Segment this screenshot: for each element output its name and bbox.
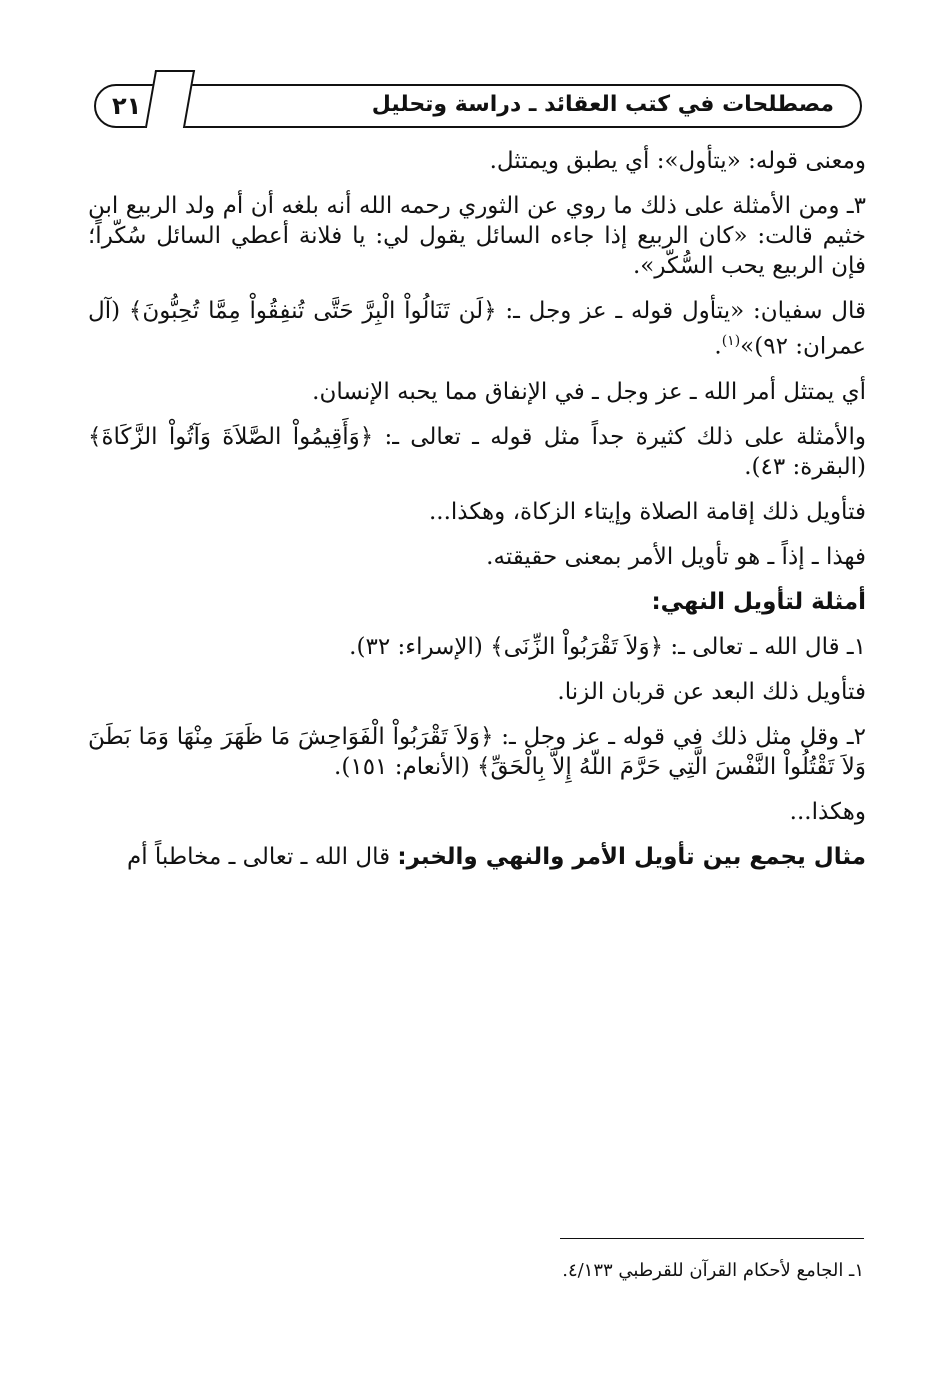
paragraph-with-footnote-ref: [88, 296, 866, 362]
inline-heading: مثال يجمع بين تأويل الأمر والنهي والخبر:: [397, 843, 866, 870]
paragraph: أي يمتثل أمر الله ـ عز وجل ـ في الإنفاق مما يحبه الإنسان.: [312, 378, 866, 405]
paragraph: ٢ـ وقل مثل ذلك في قوله ـ عز وجل ـ: ﴿وَلاَ تَقْرَبُواْ الْفَوَاحِشَ مَا ظَهَرَ مِنْهَا وَمَا بَطَنَ وَلاَ تَقْتُلُواْ النَّفْسَ الَّتِي حَرَّمَ اللّهُ إِلاَّ بِالْحَقِّ﴾ (الأنعام: ١٥١).: [88, 723, 866, 780]
running-header: [94, 84, 862, 128]
paragraph-text: قال سفيان: «يتأول قوله ـ عز وجل ـ: ﴿لَن تَنَالُواْ الْبِرَّ حَتَّى تُنفِقُواْ مِمَّا تُحِبُّونَ﴾ (آل عمران: ٩٢)»: [88, 298, 866, 360]
paragraph: فتأويل ذلك البعد عن قربان الزنا.: [557, 678, 866, 705]
paragraph-end: .: [714, 333, 722, 360]
paragraph: والأمثلة على ذلك كثيرة جداً مثل قوله ـ تعالى ـ: ﴿وَأَقِيمُواْ الصَّلاَةَ وَآتُواْ الزَّكَاةَ﴾ (البقرة: ٤٣).: [88, 423, 866, 480]
page-body: [88, 146, 866, 887]
paragraph: ومعنى قوله: «يتأول»: أي يطبق ويمتثل.: [489, 148, 866, 174]
paragraph: ٣ـ ومن الأمثلة على ذلك ما روي عن الثوري رحمه الله أنه بلغه أن أم ولد الربيع ابن خثيم قالت: «كان الربيع إذا جاءه السائل يقول لي: يا فلانة أعطي السائل سُكّراً؛ فإن الربيع يحب السُّكّر».: [88, 193, 866, 279]
section-heading: أمثلة لتأويل النهي:: [651, 588, 866, 615]
paragraph-text: قال الله ـ تعالى ـ مخاطباً أم: [126, 843, 391, 870]
book-title: مصطلحات في كتب العقائد ـ دراسة وتحليل: [371, 92, 834, 117]
page-number: ٢١: [112, 92, 142, 120]
paragraph: فتأويل ذلك إقامة الصلاة وإيتاء الزكاة، وهكذا...: [428, 498, 866, 525]
footnote-ref: (١): [721, 333, 741, 349]
paragraph-with-heading: [88, 842, 866, 872]
paragraph: ١ـ قال الله ـ تعالى ـ: ﴿وَلاَ تَقْرَبُواْ الزِّنَى﴾ (الإسراء: ٣٢).: [349, 633, 866, 660]
footnote-separator: [560, 1238, 864, 1239]
paragraph: فهذا ـ إذاً ـ هو تأويل الأمر بمعنى حقيقته.: [486, 543, 866, 570]
paragraph: وهكذا...: [789, 798, 866, 825]
footnote: ١ـ الجامع لأحكام القرآن للقرطبي ٤/١٣٣.: [562, 1260, 864, 1281]
